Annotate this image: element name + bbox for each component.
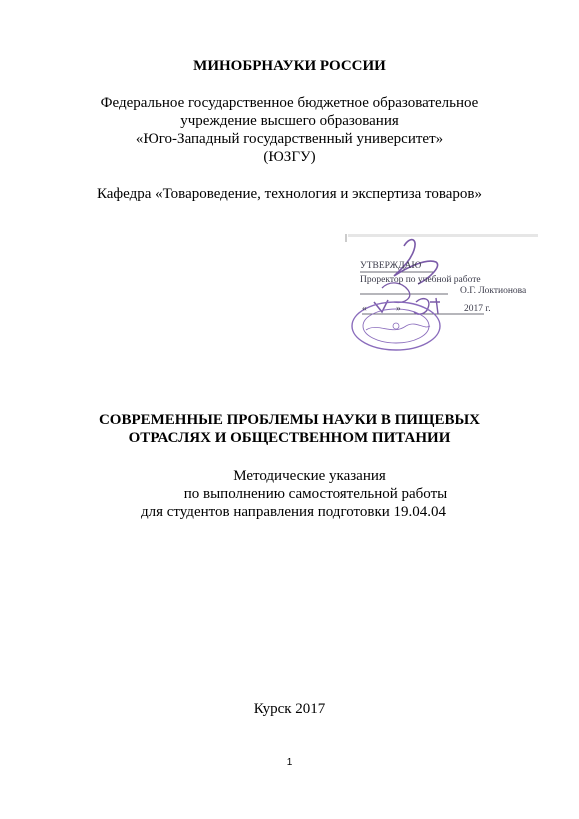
subtitle-line-2: по выполнению самостоятельной работы — [183, 486, 448, 502]
stamp-approved-label: УТВЕРЖДАЮ — [360, 261, 422, 271]
title-line-2: ОТРАСЛЯХ И ОБЩЕСТВЕННОМ ПИТАНИИ — [128, 430, 451, 446]
department-line: Кафедра «Товароведение, технология и экспертиза товаров» — [96, 186, 483, 202]
stamp-year: 2017 г. — [464, 304, 491, 314]
institution-line-3: «Юго-Западный государственный университет» — [135, 131, 444, 147]
city-year: Курск 2017 — [253, 701, 326, 717]
institution-line-1: Федеральное государственное бюджетное образовательное — [100, 95, 479, 111]
approval-stamp — [344, 232, 544, 354]
page-number: 1 — [286, 757, 293, 768]
subtitle-line-1: Методические указания — [233, 468, 386, 484]
stamp-date-quote-open: « — [362, 304, 367, 314]
ministry-heading: МИНОБРНАУКИ РОССИИ — [193, 58, 386, 74]
stamp-signatory-name: О.Г. Локтионова — [460, 286, 527, 296]
stamp-position: Проректор по учебной работе — [360, 275, 481, 285]
subtitle-line-3: для студентов направления подготовки 19.04.04 — [140, 504, 447, 520]
title-line-1: СОВРЕМЕННЫЕ ПРОБЛЕМЫ НАУКИ В ПИЩЕВЫХ — [98, 412, 481, 428]
stamp-date-quote-close: » — [396, 304, 401, 314]
institution-line-2: учреждение высшего образования — [180, 113, 399, 129]
institution-abbreviation: (ЮЗГУ) — [263, 149, 316, 165]
